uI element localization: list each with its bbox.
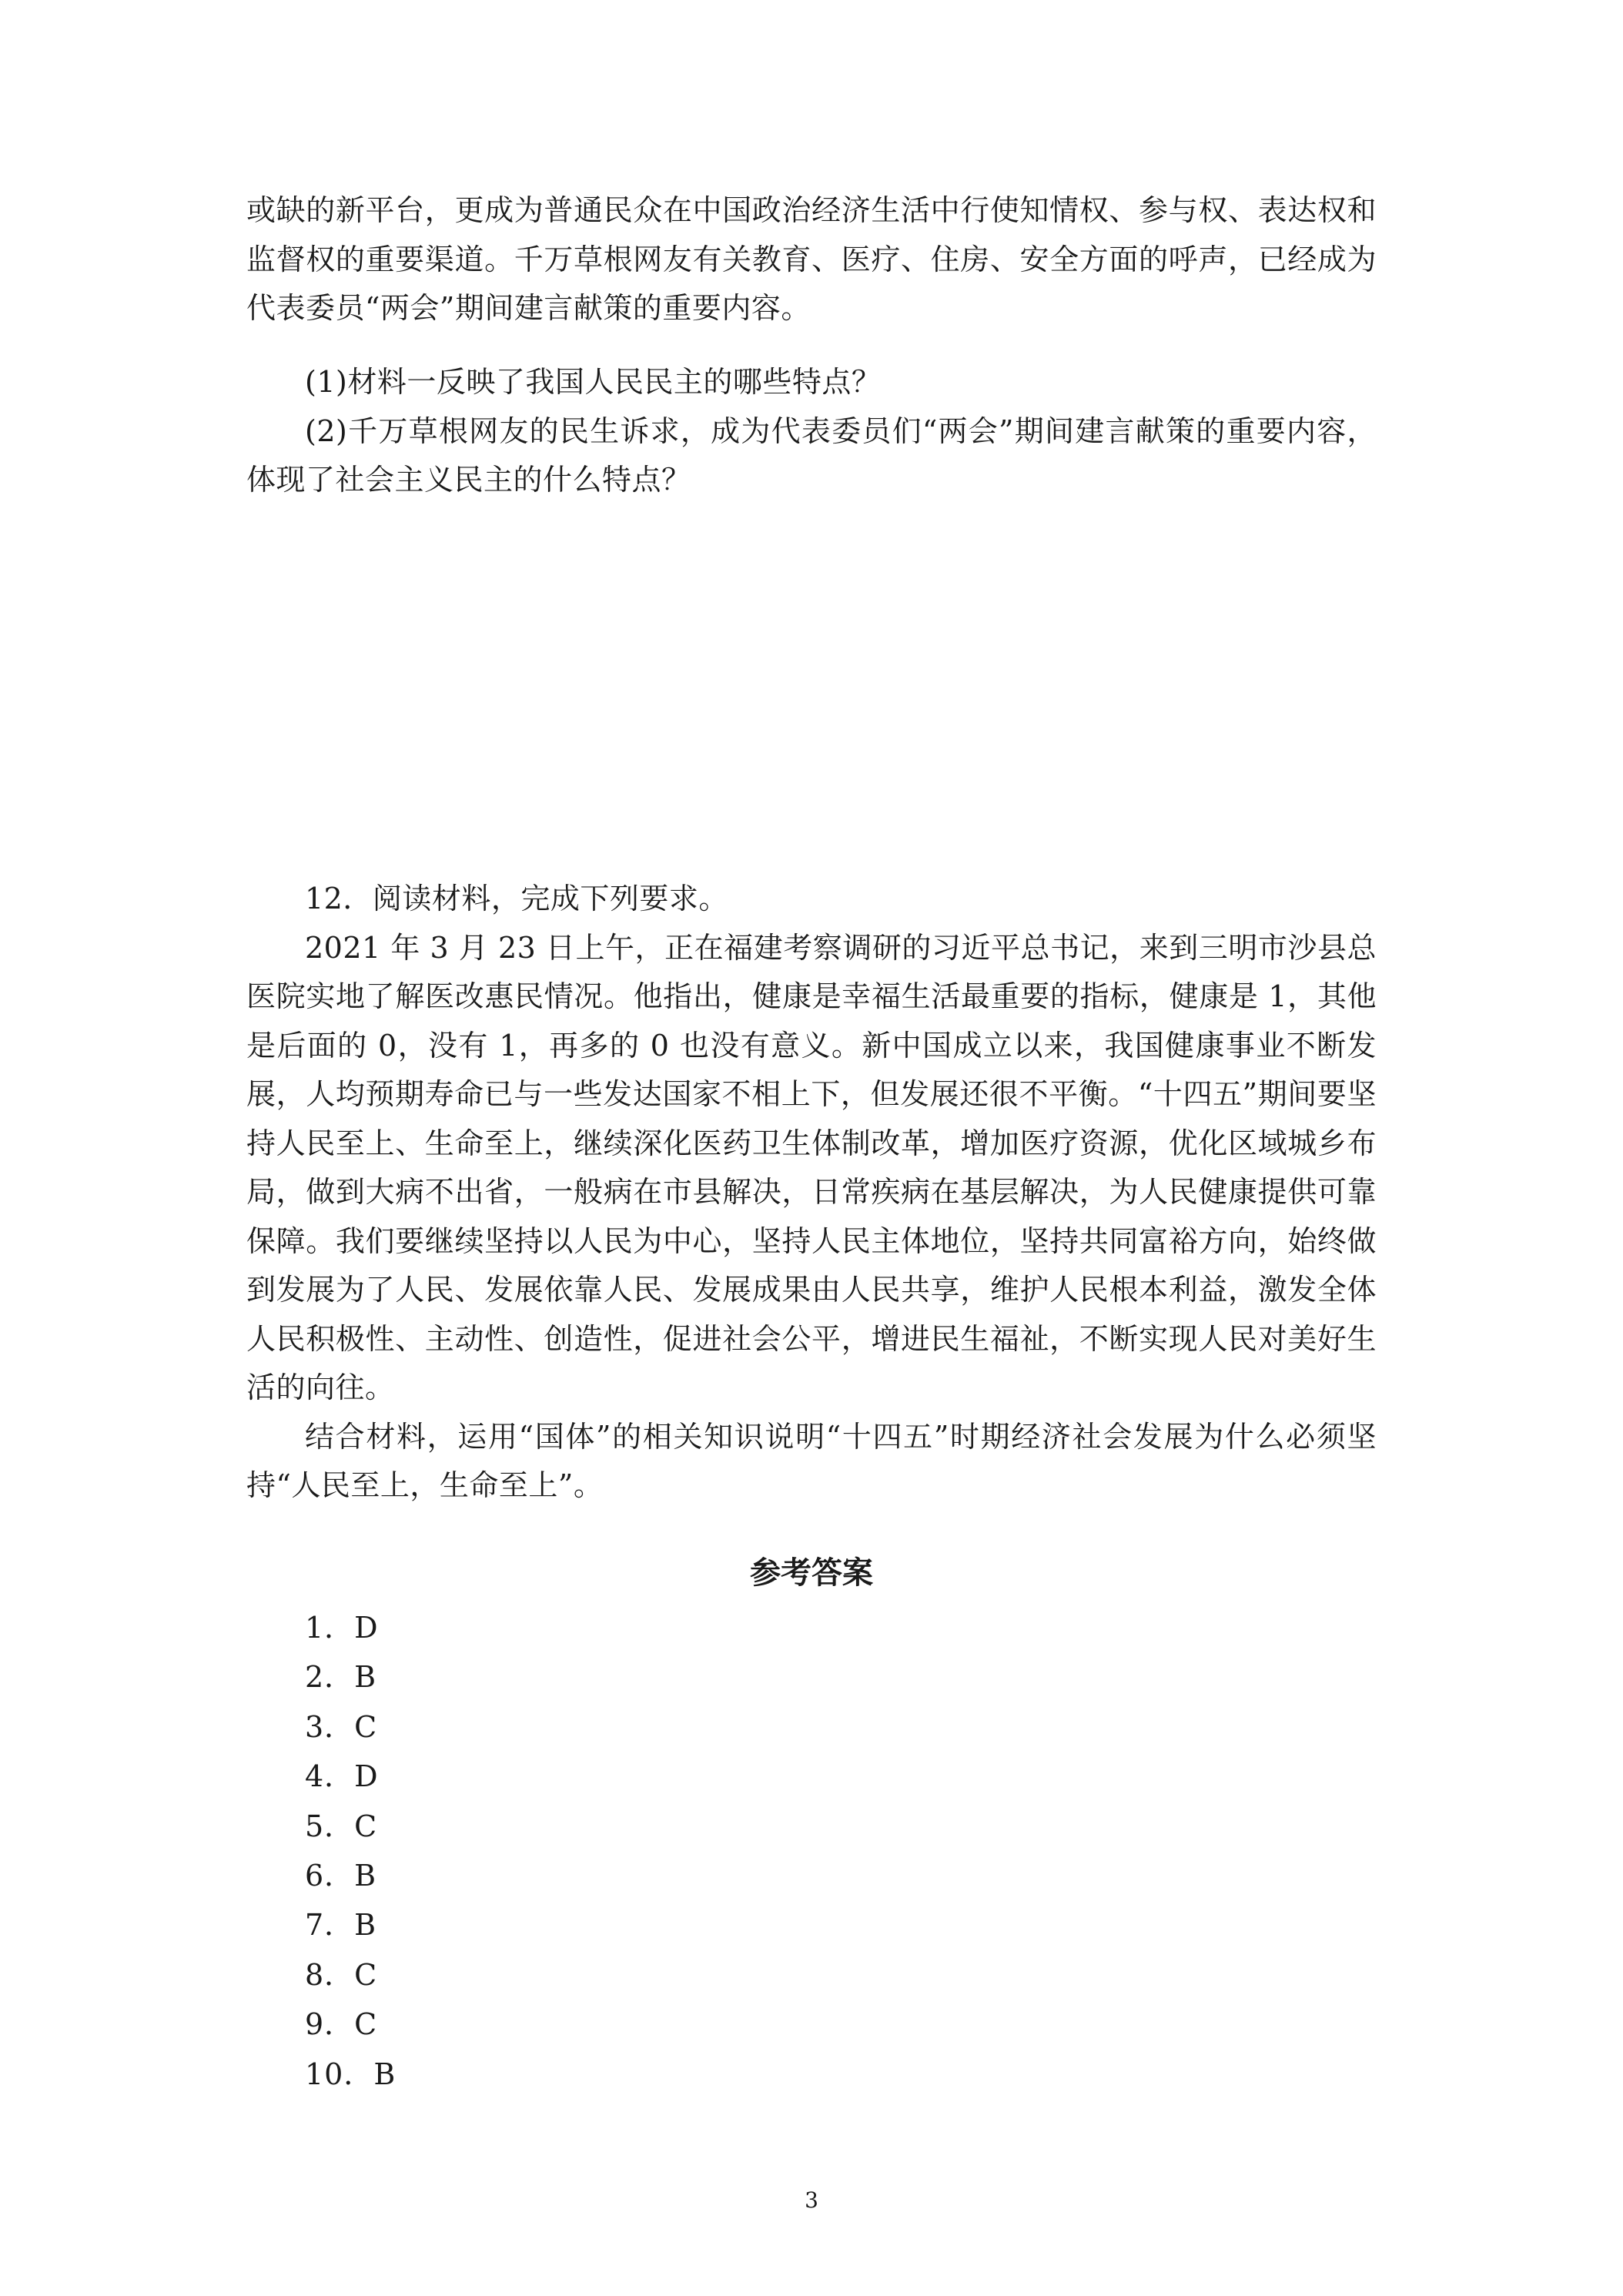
answer-item: 9．C <box>305 2007 378 2042</box>
answer-item: 6．B <box>305 1859 377 1893</box>
answer-item: 10．B <box>305 2057 397 2091</box>
answers-title: 参考答案 <box>750 1555 873 1591</box>
question-12-heading: 12．阅读材料，完成下列要求。 <box>305 882 728 915</box>
question-11-sub1: (1)材料一反映了我国人民民主的哪些特点？ <box>305 365 882 399</box>
answer-list <box>305 1603 396 2099</box>
question-11-subquestions <box>246 358 1377 505</box>
question-12-material: 2021 年 3 月 23 日上午，正在福建考察调研的习近平总书记，来到三明市沙县总医院实地了解医改惠民情况。他指出，健康是幸福生活最重要的指标，健康是 1，其他是后面的 0，没有 1，再多的 0 也没有意义。新中国成立以来，我国健康事业不断发展，人均预期寿命已与一些发达国家不相上下，但发展还很不平衡。“十四五”期间要坚持人民至上、生命至上，继续深化医药卫生体制改革，增加医疗资源，优化区域城乡布局，做到大病不出省，一般病在市县解决，日常疾病在基层解决，为人民健康提供可靠保障。我们要继续坚持以人民为中心，坚持人民主体地位，坚持共同富裕方向，始终做到发展为了人民、发展依靠人民、发展成果由人民共享，维护人民根本利益，激发全体人民积极性、主动性、创造性，促进社会公平，增进民生福祉，不断实现人民对美好生活的向往。 <box>246 930 1377 1404</box>
question-11-sub2: (2)千万草根网友的民生诉求，成为代表委员们“两会”期间建言献策的重要内容，体现了社会主义民主的什么特点？ <box>246 413 1377 497</box>
material-continuation-text: 或缺的新平台，更成为普通民众在中国政治经济生活中行使知情权、参与权、表达权和监督权的重要渠道。千万草根网友有关教育、医疗、住房、安全方面的呼声，已经成为代表委员“两会”期间建言献策的重要内容。 <box>246 193 1377 325</box>
answer-item: 4．D <box>305 1759 379 1794</box>
answer-item: 7．B <box>305 1908 377 1943</box>
answer-item: 1．D <box>305 1611 379 1645</box>
question-12-task: 结合材料，运用“国体”的相关知识说明“十四五”时期经济社会发展为什么必须坚持“人民至上，生命至上”。 <box>246 1419 1377 1502</box>
answer-item: 8．C <box>305 1957 378 1992</box>
question-12 <box>246 875 1377 1511</box>
answer-item: 5．C <box>305 1809 378 1843</box>
answer-item: 3．C <box>305 1709 378 1744</box>
page-number: 3 <box>805 2187 818 2213</box>
answer-item: 2．B <box>305 1660 377 1695</box>
material-continuation <box>246 186 1377 333</box>
